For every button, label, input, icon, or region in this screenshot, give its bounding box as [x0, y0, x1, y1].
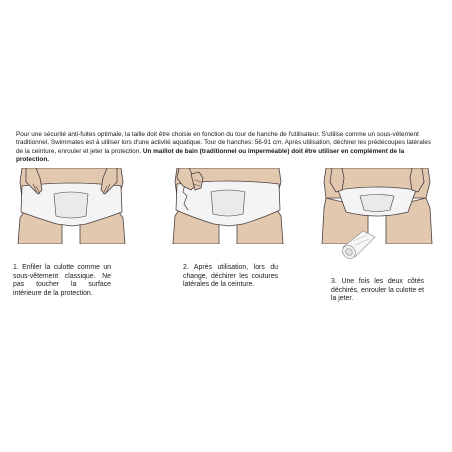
step2-instruction: 2. Après utilisation, lors du change, déchirer les coutures latérales de la ceinture. — [183, 264, 278, 289]
step1-instruction: 1. Enfiler la culotte comme un sous-vêtement classique. Ne pas toucher la surface intérieure de la protection. — [13, 264, 111, 297]
step3-illustration — [318, 168, 436, 244]
intro-text: Pour une sécurité anti-fuites optimale, la taille doit être choisie en fonction du tour de hanche de l'utilisateur. S'utilise comme un sous-vêtement traditionnel. Swimmates est à utiliser lors d'une activité aquatique. Tour de hanches: 56-91 cm. Après utilisation, déchirer les prédécoupes latérales de la ceinture, enrouler et jeter la protection. — [16, 131, 431, 155]
step2-illustration — [171, 168, 286, 244]
intro-paragraph — [16, 131, 438, 165]
step1-illustration — [14, 168, 129, 244]
step3-instruction: 3. Une fois les deux côtés déchirés, enrouler la culotte et la jeter. — [331, 278, 424, 303]
intro-bold-text: Un maillot de bain (traditionnel ou imperméable) doit être utiliser en complément de la protection. — [16, 147, 405, 164]
rolled-protection-icon — [341, 227, 377, 261]
